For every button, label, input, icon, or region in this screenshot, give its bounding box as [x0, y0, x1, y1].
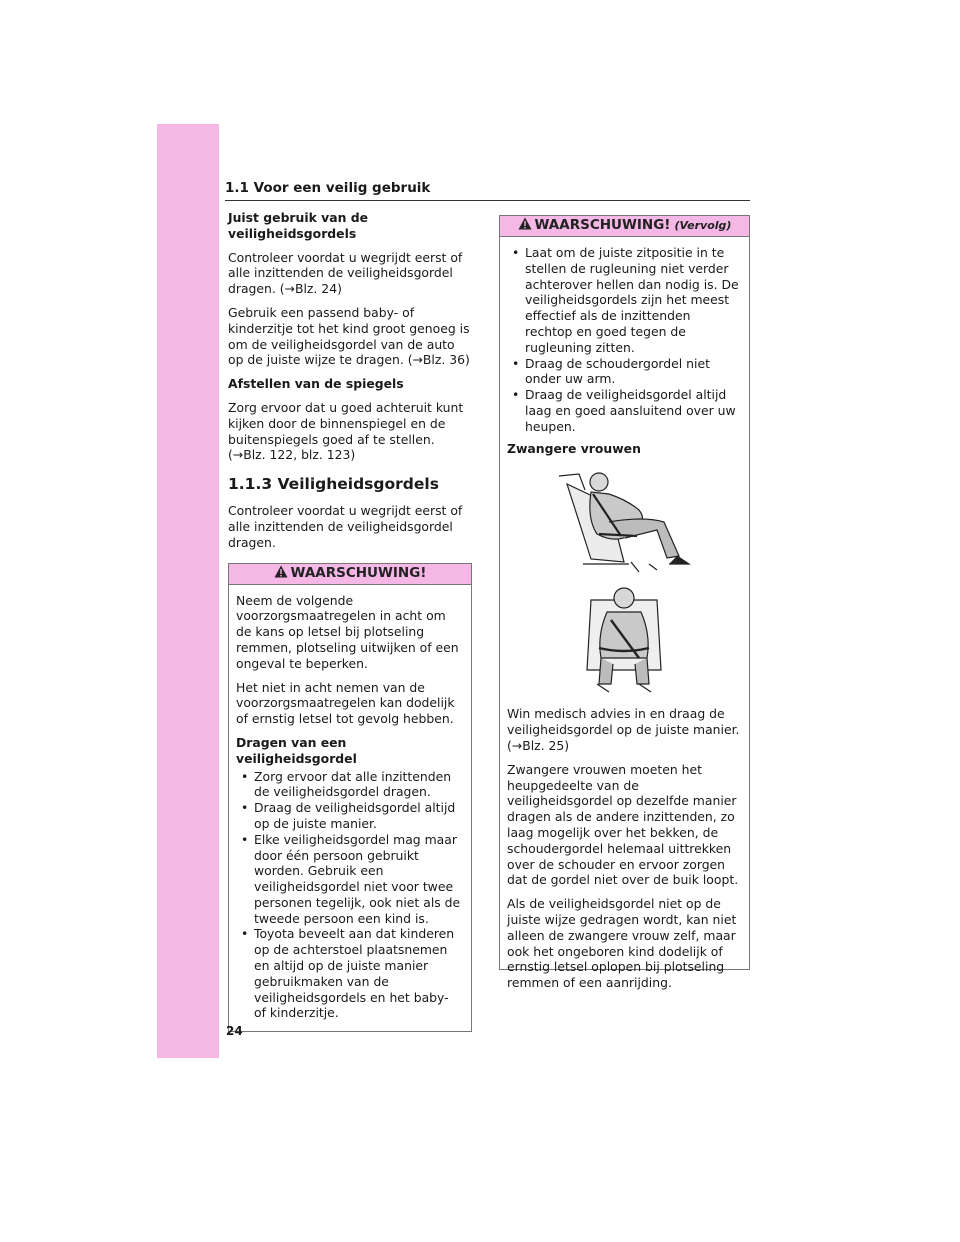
illustration-pregnant-woman-front-view: [579, 580, 669, 700]
heading-seatbelt-use: Juist gebruik van de veiligheidsgordels: [228, 210, 369, 241]
paragraph: Controleer voordat u wegrijdt eerst of alle inzittenden de veiligheidsgordel dragen. (→Blz. 24): [228, 249, 463, 297]
list-item: • Laat om de juiste zitpositie in te stellen de rugleuning niet verder achterover hellen dan nodig is. De veiligheidsgordels zijn het meest effectief als de inzittenden rechtop en goed tegen de rugleuning zitten.: [507, 245, 741, 356]
warning-box: [228, 563, 472, 1033]
list-item: • Elke veiligheidsgordel mag maar door één persoon gebruikt worden. Gebruik een veiligheidsgordel niet voor twee personen tegelijk, ook niet als de tweede persoon een kind is.: [236, 832, 463, 927]
list-item: • Draag de veiligheidsgordel altijd laag en goed aansluitend over uw heupen.: [507, 387, 741, 434]
heading-mirrors: Afstellen van de spiegels: [228, 376, 404, 392]
bullet-list: [507, 245, 741, 435]
heading-pregnant-women: Zwangere vrouwen: [507, 440, 641, 456]
warning-continued: (Vervolg): [674, 219, 732, 233]
warning-title: WAARSCHUWING!: [534, 217, 671, 234]
warning-header: [500, 216, 749, 237]
paragraph: Zorg ervoor dat u goed achteruit kunt kijken door de binnenspiegel en de buitenspiegels goed af te stellen. (→Blz. 122, blz. 123): [228, 399, 464, 463]
paragraph: Het niet in acht nemen van de voorzorgsmaatregelen kan dodelijk of ernstig letsel tot gevolg hebben.: [236, 679, 455, 727]
paragraph: Win medisch advies in en draag de veiligheidsgordel op de juiste manier. (→Blz. 25): [507, 706, 740, 753]
paragraph: Als de veiligheidsgordel niet op de juiste wijze gedragen wordt, kan niet alleen de zwangere vrouw zelf, maar ook het ongeboren kind dodelijk of ernstig letsel oplopen bij plotseling remmen of een aanrijding.: [507, 896, 737, 991]
warning-body: [500, 237, 749, 1007]
warning-header: [229, 564, 471, 585]
warning-subhead: Dragen van een veiligheidsgordel: [236, 734, 357, 766]
warning-triangle-icon: [518, 217, 532, 235]
illustration-pregnant-woman-side-view: [539, 464, 709, 574]
warning-triangle-icon: [274, 565, 288, 583]
paragraph: Zwangere vrouwen moeten het heupgedeelte van de veiligheidsgordel op dezelfde manier dragen als de andere inzittenden, zo laag mogelijk over het bekken, de schoudergordel helemaal uittrekken over de schouder en ervoor zorgen dat de gordel niet over de buik loopt.: [507, 761, 739, 888]
chapter-tab-strip: [157, 124, 219, 1058]
list-item: • Draag de schoudergordel niet onder uw arm.: [507, 356, 741, 388]
page-number: 24: [226, 1024, 243, 1038]
list-item: • Zorg ervoor dat alle inzittenden de veiligheidsgordel dragen.: [236, 769, 463, 801]
list-item: • Toyota beveelt aan dat kinderen op de achterstoel plaatsnemen en altijd op de juiste manier gebruikmaken van de veiligheidsgordels en het baby- of kinderzitje.: [236, 926, 463, 1021]
section-header: 1.1 Voor een veilig gebruik: [225, 180, 750, 201]
bullet-list: [236, 769, 463, 1022]
right-warning-box: [499, 215, 750, 991]
list-item: • Draag de veiligheidsgordel altijd op de juiste manier.: [236, 800, 463, 832]
paragraph: Neem de volgende voorzorgsmaatregelen in acht om de kans op letsel bij plotseling remmen, plotseling uitwijken of een ongeval te beperken.: [236, 592, 459, 671]
paragraph: Controleer voordat u wegrijdt eerst of alle inzittenden de veiligheidsgordel dragen.: [228, 503, 463, 550]
left-column: [228, 210, 472, 1032]
section-title-seatbelts: 1.1.3 Veiligheidsgordels: [228, 475, 439, 494]
warning-title: WAARSCHUWING!: [290, 564, 427, 581]
paragraph: Gebruik een passend baby- of kinderzitje tot het kind groot genoeg is om de veiligheidsgordel van de auto op de juiste wijze te dragen. (→Blz. 36): [228, 304, 470, 368]
warning-body: [229, 585, 471, 1032]
